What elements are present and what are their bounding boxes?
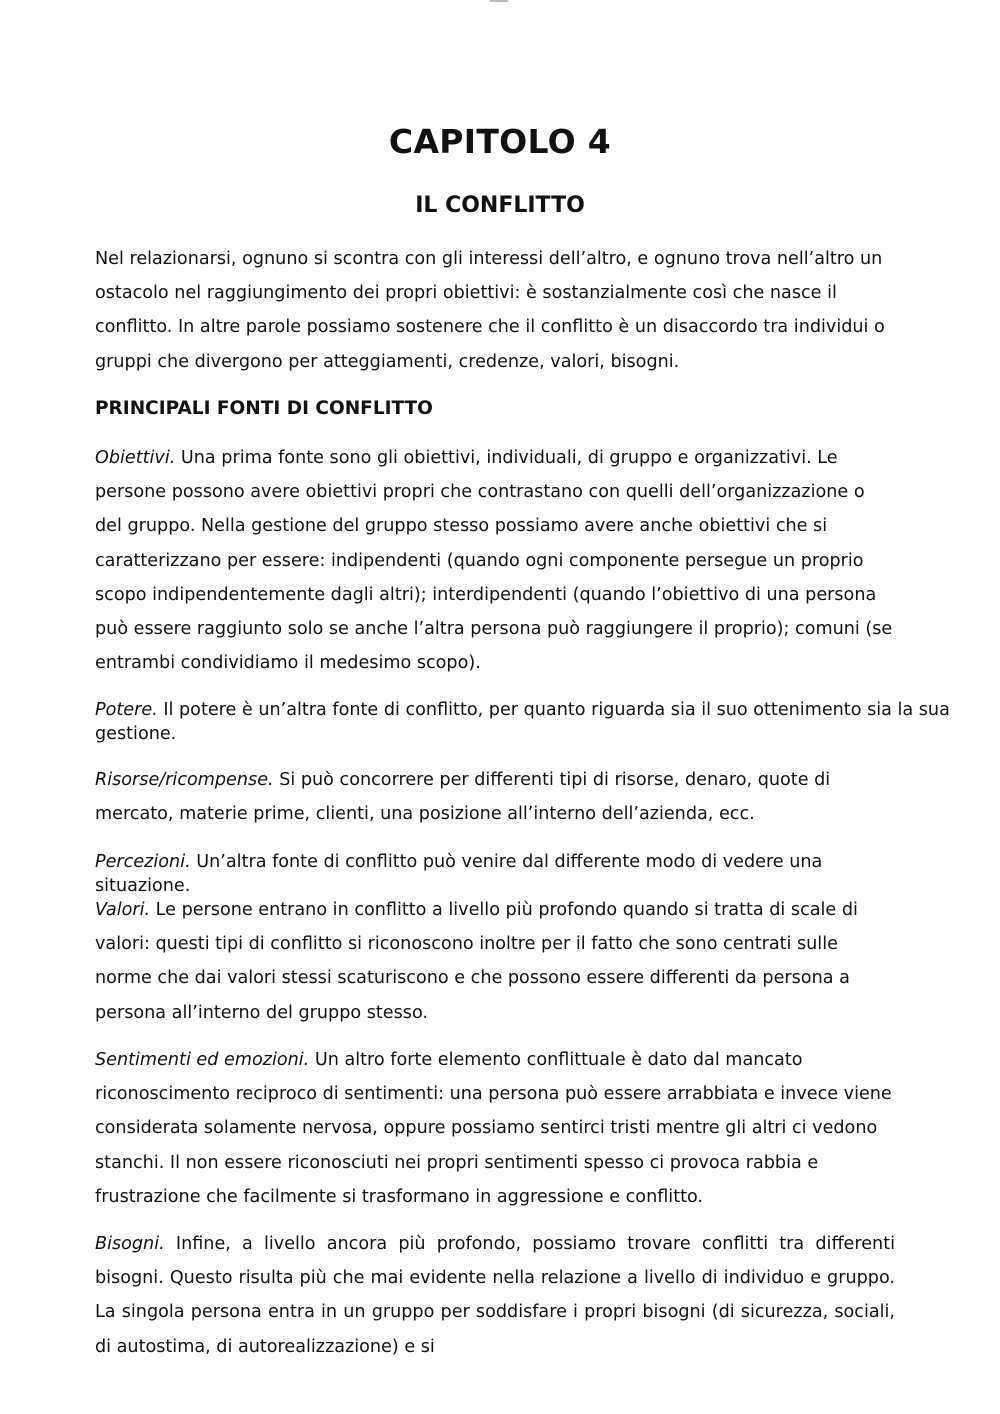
source-text: Un altro forte elemento conflittuale è dato dal mancato riconoscimento reciproco di sentimenti: una persona può essere arrabbiata e invece viene considerata solamente nervosa, oppure possiamo sentirci tristi mentre gli altri ci vedono stanchi. Il non essere riconosciuti nei propri sentimenti spesso ci provoca rabbia e frustrazione che facilmente si trasformano in aggressione e conflitto. xyxy=(95,1050,892,1207)
section-heading: PRINCIPALI FONTI DI CONFLITTO xyxy=(95,398,433,419)
source-term: Potere. xyxy=(95,700,158,720)
source-paragraph-risorse xyxy=(95,763,895,831)
source-paragraph-sentimenti xyxy=(95,1043,895,1214)
source-paragraph-obiettivi xyxy=(95,441,895,680)
page-top-mark xyxy=(490,0,508,2)
chapter-title: CAPITOLO 4 xyxy=(388,122,612,161)
source-text: Le persone entrano in conflitto a livello più profondo quando si tratta di scale di valori: questi tipi di conflitto si riconoscono inoltre per il fatto che sono centrati sulle norme che dai valori stessi scaturiscono e che possono essere differenti da persona a persona all’interno del gruppo stesso. xyxy=(95,900,858,1023)
source-text: Un’altra fonte di conflitto può venire dal differente modo di vedere una situazione. xyxy=(95,852,823,896)
source-term: Risorse/ricompense. xyxy=(95,770,274,790)
source-text: Una prima fonte sono gli obiettivi, individuali, di gruppo e organizzativi. Le persone possono avere obiettivi propri che contrastano con quelli dell’organizzazione o del gruppo. Nella gestione del gruppo stesso possiamo avere anche obiettivi che si caratterizzano per essere: indipendenti (quando ogni componente persegue un proprio scopo indipendentemente dagli altri); interdipendenti (quando l’obiettivo di una persona può essere raggiunto solo se anche l’altra persona può raggiungere il proprio); comuni (se entrambi condividiamo il medesimo scopo). xyxy=(95,448,893,674)
source-paragraph-percezioni xyxy=(95,850,895,898)
intro-paragraph: Nel relazionarsi, ognuno si scontra con gli interessi dell’altro, e ognuno trova nell’altro un ostacolo nel raggiungimento dei propri obiettivi: è sostanzialmente così che nasce il conflitto. In altre parole possiamo sostenere che il conflitto è un disaccordo tra individui o gruppi che divergono per atteggiamenti, credenze, valori, bisogni. xyxy=(95,249,885,372)
source-text: Il potere è un’altra fonte di conflitto, per quanto riguarda sia il suo ottenimento sia la sua gestione. xyxy=(95,700,950,744)
source-term: Valori. xyxy=(95,900,151,920)
source-term: Obiettivi. xyxy=(95,448,176,468)
source-text: Infine, a livello ancora più profondo, possiamo trovare conflitti tra differenti bisogni. Questo risulta più che mai evidente nella relazione a livello di individuo e gruppo. La singola persona entra in un gruppo per soddisfare i propri bisogni (di sicurezza, sociali, di autostima, di autorealizzazione) e si xyxy=(95,1234,895,1357)
source-paragraph-valori xyxy=(95,893,895,1030)
source-term: Bisogni. xyxy=(95,1234,165,1254)
source-paragraph-potere xyxy=(95,698,955,746)
source-text: Si può concorrere per differenti tipi di risorse, denaro, quote di mercato, materie prime, clienti, una posizione all’interno dell’azienda, ecc. xyxy=(95,770,831,825)
source-term: Sentimenti ed emozioni. xyxy=(95,1050,310,1070)
source-paragraph-bisogni xyxy=(95,1227,895,1364)
source-term: Percezioni. xyxy=(95,852,191,872)
chapter-subtitle: IL CONFLITTO xyxy=(415,193,585,218)
